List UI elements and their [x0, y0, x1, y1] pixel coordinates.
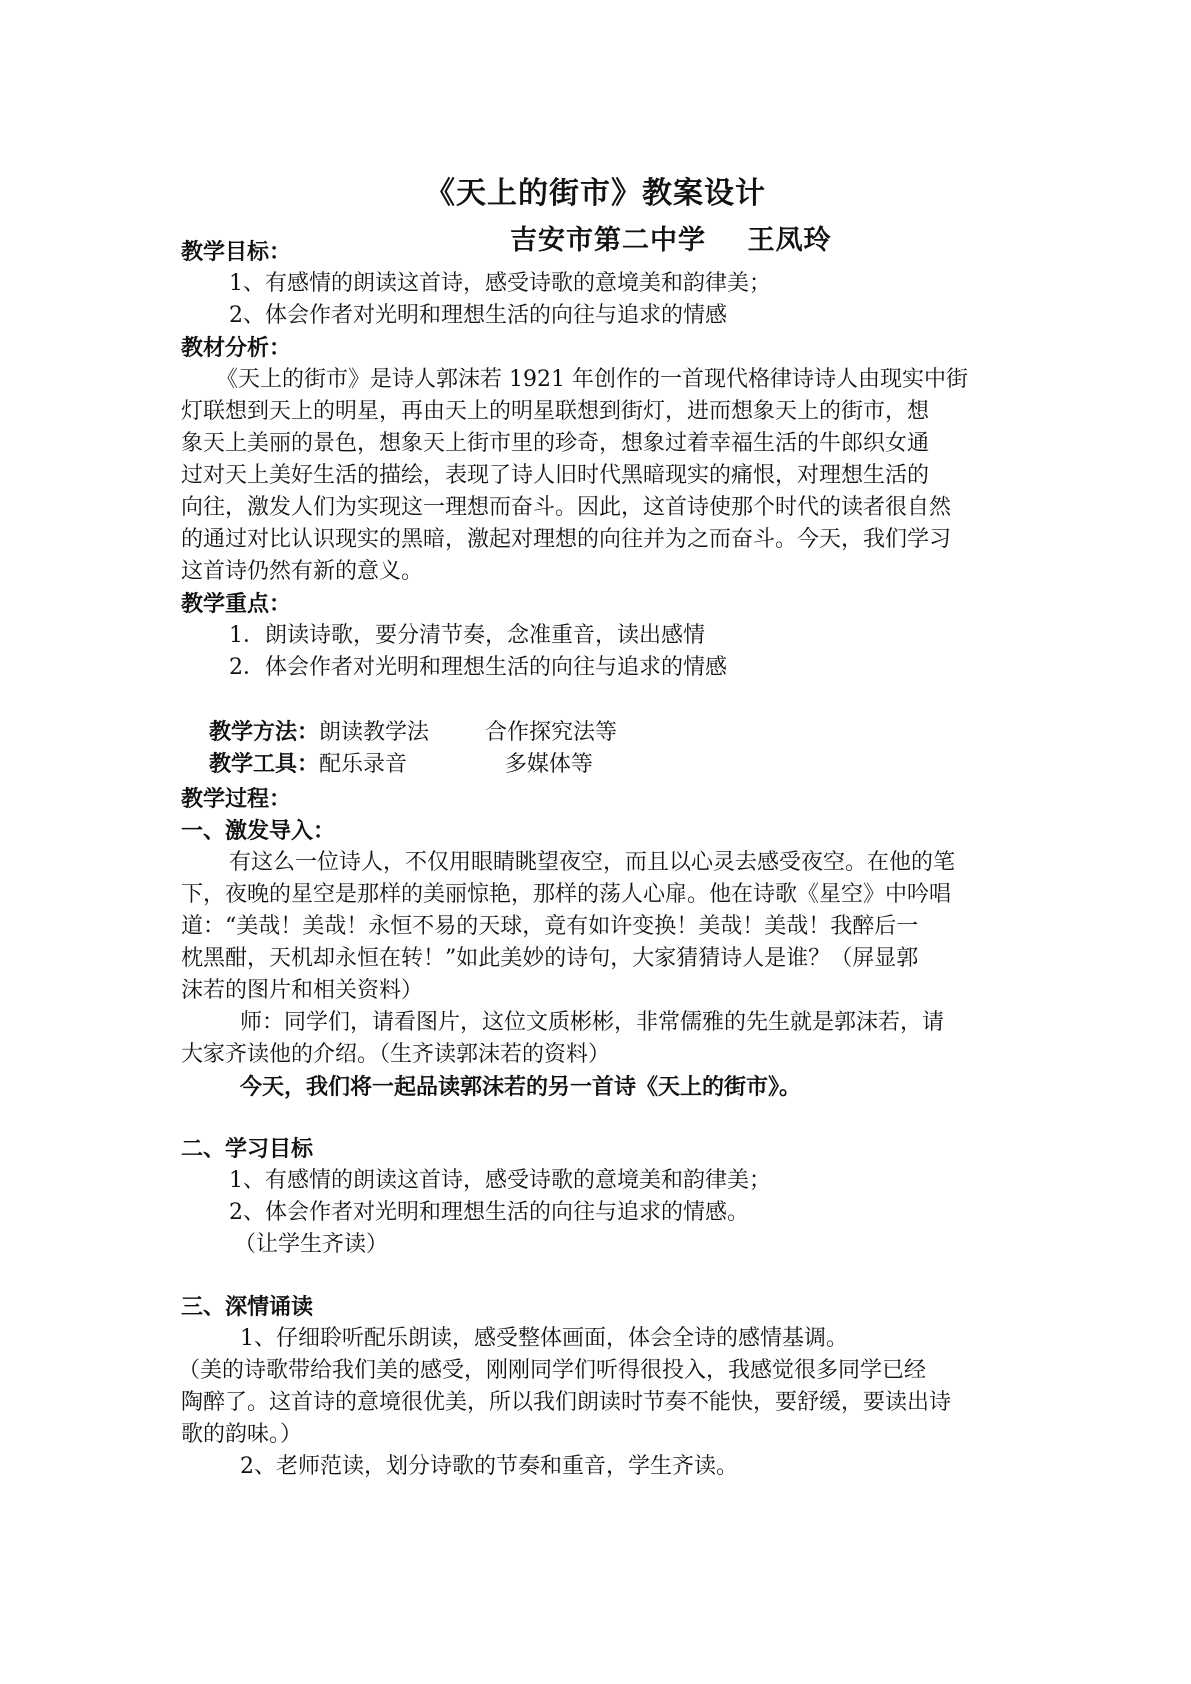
tools-value: 配乐录音 多媒体等 — [319, 752, 593, 777]
part1-bold-line: 今天，我们将一起品读郭沫若的另一首诗《天上的街市》。 — [240, 1074, 802, 1100]
part3-line: （美的诗歌带给我们美的感受，刚刚同学们听得很投入，我感觉很多同学已经 — [178, 1358, 927, 1383]
part1-line: 有这么一位诗人，不仅用眼睛眺望夜空，而且以心灵去感受夜空。在他的笔 — [229, 850, 956, 875]
analysis-line: 过对天上美好生活的描绘，表现了诗人旧时代黑暗现实的痛恨，对理想生活的 — [181, 463, 930, 488]
part2-line: 1、有感情的朗读这首诗，感受诗歌的意境美和韵律美； — [229, 1168, 771, 1193]
part1-line: 沫若的图片和相关资料） — [181, 978, 424, 1003]
analysis-line: 灯联想到天上的明星，再由天上的明星联想到街灯，进而想象天上的街市，想 — [181, 399, 930, 424]
key-points-heading: 教学重点： — [181, 591, 292, 617]
process-heading: 教学过程： — [181, 786, 292, 812]
part2-heading: 二、学习目标 — [181, 1136, 314, 1162]
key-point-item: 2．体会作者对光明和理想生活的向往与追求的情感 — [229, 655, 727, 680]
part3-heading: 三、深情诵读 — [181, 1294, 314, 1320]
part2-line: 2、体会作者对光明和理想生活的向往与追求的情感。 — [229, 1200, 749, 1225]
methods-value: 朗读教学法 合作探究法等 — [319, 720, 617, 745]
part2-line: （让学生齐读） — [234, 1232, 389, 1257]
part3-line: 2、老师范读，划分诗歌的节奏和重音，学生齐读。 — [240, 1454, 738, 1479]
key-point-item: 1．朗读诗歌，要分清节奏，念准重音，读出感情 — [229, 623, 705, 648]
part1-line: 下，夜晚的星空是那样的美丽惊艳，那样的荡人心扉。他在诗歌《星空》中吟唱 — [181, 882, 952, 907]
objectives-heading: 教学目标： — [181, 239, 292, 265]
objective-item: 1、有感情的朗读这首诗，感受诗歌的意境美和韵律美； — [229, 271, 771, 296]
author-line: 吉安市第二中学 王凤玲 — [510, 225, 832, 256]
tools-label: 教学工具： — [208, 751, 319, 777]
analysis-line: 这首诗仍然有新的意义。 — [181, 559, 424, 584]
part3-line: 歌的韵味。） — [181, 1422, 303, 1447]
methods-label: 教学方法： — [208, 719, 319, 745]
objective-item: 2、体会作者对光明和理想生活的向往与追求的情感 — [229, 303, 727, 328]
part1-line: 道：“美哉！美哉！永恒不易的天球，竟有如许变换！美哉！美哉！我醉后一 — [181, 914, 919, 939]
document-title: 《天上的街市》教案设计 — [425, 176, 766, 211]
analysis-line: 《天上的街市》是诗人郭沫若 1921 年创作的一首现代格律诗诗人由现实中街 — [216, 367, 968, 392]
part1-line: 师：同学们，请看图片，这位文质彬彬，非常儒雅的先生就是郭沫若，请 — [240, 1010, 945, 1035]
analysis-line: 的通过对比认识现实的黑暗，激起对理想的向往并为之而奋斗。今天，我们学习 — [181, 527, 952, 552]
part1-heading: 一、激发导入： — [181, 818, 336, 844]
part3-line: 1、仔细聆听配乐朗读，感受整体画面，体会全诗的感情基调。 — [240, 1326, 848, 1351]
part1-line: 枕黑酣，天机却永恒在转！”如此美妙的诗句，大家猜猜诗人是谁？（屏显郭 — [181, 946, 919, 971]
part1-line: 大家齐读他的介绍。（生齐读郭沫若的资料） — [181, 1042, 611, 1067]
part3-line: 陶醉了。这首诗的意境很优美，所以我们朗读时节奏不能快，要舒缓，要读出诗 — [181, 1390, 952, 1415]
analysis-heading: 教材分析： — [181, 335, 292, 361]
analysis-line: 象天上美丽的景色，想象天上街市里的珍奇，想象过着幸福生活的牛郎织女通 — [181, 431, 930, 456]
analysis-line: 向往，激发人们为实现这一理想而奋斗。因此，这首诗使那个时代的读者很自然 — [181, 495, 952, 520]
